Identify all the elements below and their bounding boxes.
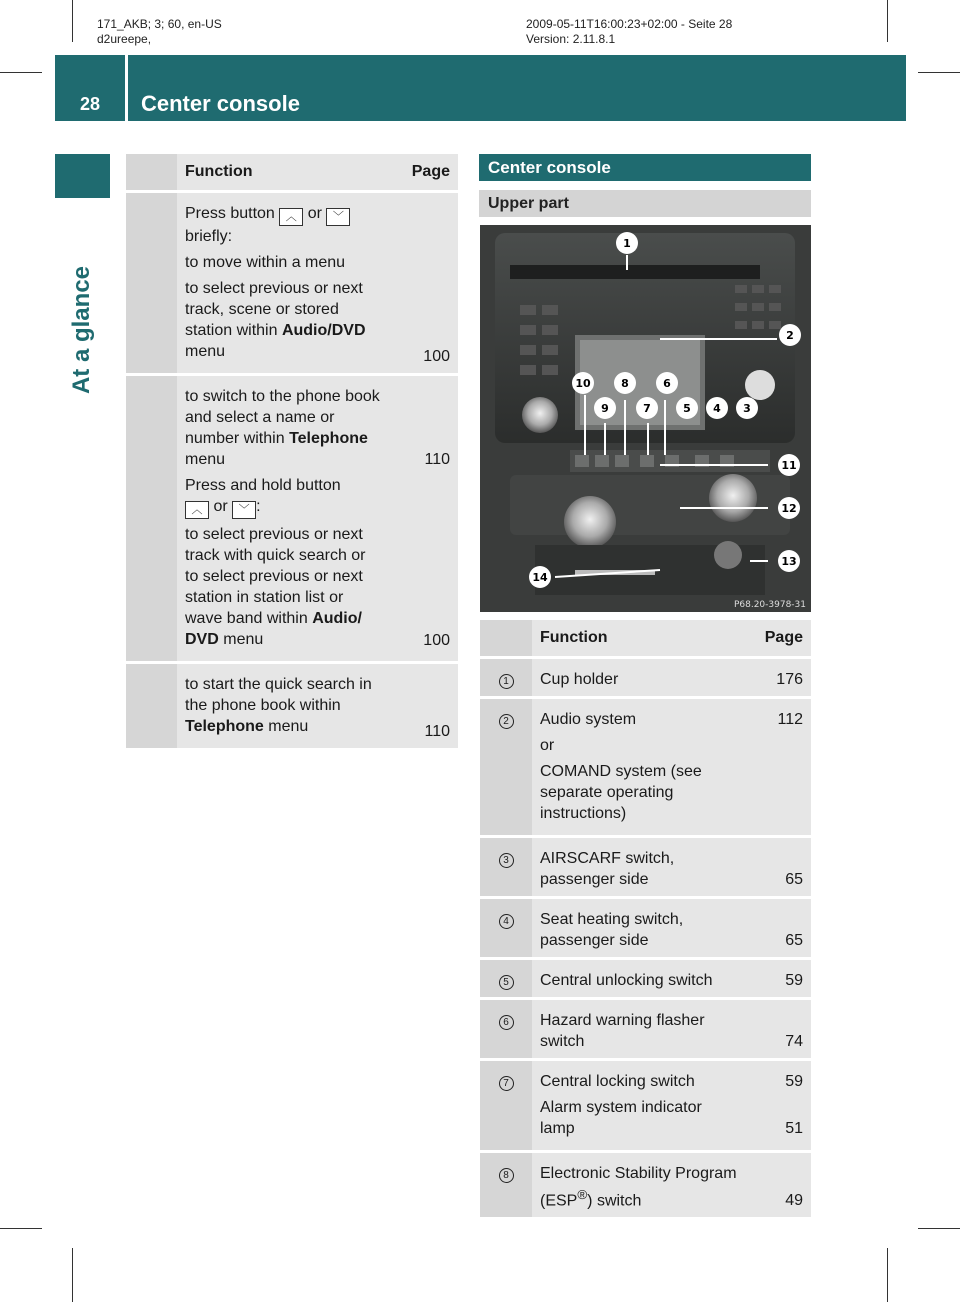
page-cell [387,373,458,661]
page-title: Center console [141,91,300,116]
item-number: 7 [499,1076,514,1091]
page-ref: 110 [424,451,450,468]
number-cell [480,696,532,835]
table-row [480,1150,811,1217]
item-number: 2 [499,714,514,729]
page-cell: 59 [746,957,811,997]
function-cell: Central unlocking switch [532,957,746,997]
item-number: 5 [499,975,514,990]
radio-buttons-right [735,285,781,329]
text: to move within a menu [185,254,346,271]
table-cell [126,193,177,373]
function-cell [177,373,387,661]
chapter-marker [55,154,110,198]
photo-code: P68.20-3978-31 [733,600,806,610]
table-row [480,1058,811,1150]
page-ref: 65 [785,932,803,949]
text: ) switch [587,1192,642,1210]
page-ref: 49 [785,1192,803,1210]
table-row [126,661,458,748]
table-cell [126,373,177,661]
number-cell [480,997,532,1058]
page-cell [387,661,458,748]
page-cell [387,193,458,373]
table-row [480,659,811,696]
table-row [480,696,811,835]
function-cell: Seat heating switch, passenger side [532,896,746,957]
page-number: 28 [80,94,101,114]
table-row [480,835,811,896]
print-meta-left [97,17,222,47]
text: briefly: [185,228,233,245]
meta-line: 2009-05-11T16:00:23+02:00 - Seite 28 [526,17,733,31]
page-ref: 100 [423,632,450,649]
text-bold: DVD [185,631,219,648]
function-cell [177,193,387,373]
svg-text:14: 14 [532,571,548,584]
subsection-heading: Upper part [479,190,811,217]
text: COMAND system (see separate operating instructions) [540,763,702,822]
crop-mark [0,72,42,73]
text: : [256,498,261,515]
svg-text:5: 5 [683,402,691,415]
text: Central locking switch [540,1073,695,1090]
text: to switch to the phone book and select a name or number within [185,388,380,447]
number-cell [480,896,532,957]
table-cell [126,661,177,748]
center-console-illustration [480,225,811,612]
item-number: 8 [499,1168,514,1183]
crop-mark [0,1228,42,1229]
svg-text:8: 8 [621,377,629,390]
table-row [480,957,811,997]
page-cell [746,997,811,1058]
page-ref: 100 [423,348,450,365]
number-cell [480,659,532,696]
text: or [540,737,555,754]
center-console-function-table [480,620,811,1217]
function-cell: AIRSCARF switch, passenger side [532,835,746,896]
number-cell [480,957,532,997]
item-number: 3 [499,853,514,868]
page-ref: 59 [785,1073,803,1090]
svg-text:1: 1 [623,237,631,250]
text: Press and hold button [185,477,341,494]
svg-text:9: 9 [601,402,609,415]
page-ref: 65 [785,871,803,888]
section-heading: Center console [479,154,811,181]
function-cell [532,696,746,835]
text: Audio system [540,711,637,728]
header-page: Page [387,154,458,193]
print-meta-right [526,17,732,47]
meta-line: 171_AKB; 3; 60, en-US [97,17,222,31]
page-cell [746,1058,811,1150]
text-bold: Audio/DVD [281,322,366,339]
table-header-row [480,620,811,659]
page-cell [746,896,811,957]
item-number: 6 [499,1015,514,1030]
arrow-up-key-icon: ︿ [185,501,209,519]
header-cell [480,620,532,659]
text: or [307,205,322,222]
text: menu [223,631,264,648]
text: menu [185,343,226,360]
page-cell: 112 [746,696,811,835]
table-row [126,373,458,661]
crop-mark [72,0,73,42]
registered-mark: ® [577,1187,588,1202]
text-bold: Telephone [289,430,368,447]
header-function: Function [177,154,387,193]
table-row [480,997,811,1058]
table-row [126,193,458,373]
meta-line: Version: 2.11.8.1 [526,32,616,46]
svg-text:2: 2 [786,329,794,342]
header-cell [126,154,177,193]
function-cell: Hazard warning flasher switch [532,997,746,1058]
number-cell [480,835,532,896]
page-ref: 74 [785,1033,803,1050]
arrow-down-key-icon: ﹀ [326,208,350,226]
item-number: 4 [499,914,514,929]
svg-text:13: 13 [781,555,797,568]
page-cell [746,1150,811,1217]
svg-text:6: 6 [663,377,671,390]
function-cell: Cup holder [532,659,746,696]
svg-text:7: 7 [643,402,651,415]
button-function-table [126,154,458,748]
crop-mark [918,1228,960,1229]
table-header-row [126,154,458,193]
number-cell [480,1150,532,1217]
text: Alarm system indicator lamp [540,1099,702,1137]
center-console-photo [480,225,811,612]
page-cell [746,835,811,896]
arrow-down-key-icon: ﹀ [232,501,256,519]
svg-text:10: 10 [575,377,591,390]
header-page: Page [746,620,811,659]
text: to select previous or next track, scene or stored station within [185,280,363,339]
meta-line: d2ureepe, [97,32,152,46]
svg-text:4: 4 [713,402,721,415]
header-function: Function [532,620,746,659]
crop-mark [887,0,888,42]
svg-text:12: 12 [781,502,797,515]
text: to start the quick search in the phone book within [185,676,372,714]
text-bold: Audio/ [312,610,362,627]
function-cell [532,1058,746,1150]
table-row [480,896,811,957]
text: to select previous or next track with quick search or to select previous or next station in station list or wave band within [185,526,366,627]
item-number: 1 [499,674,514,689]
chapter-label: At a glance [68,265,95,395]
text: menu [268,718,309,735]
crop-mark [887,1248,888,1302]
svg-text:11: 11 [781,459,797,472]
text: Press button [185,205,275,222]
function-cell [532,1150,746,1217]
number-cell [480,1058,532,1150]
crop-mark [72,1248,73,1302]
arrow-up-key-icon: ︿ [279,208,303,226]
function-cell [177,661,387,748]
page-cell: 176 [746,659,811,696]
text: Electronic Stability Program (ESP [540,1165,737,1210]
svg-text:3: 3 [743,402,751,415]
page-ref: 51 [785,1120,803,1137]
crop-mark [918,72,960,73]
text: or [213,498,228,515]
page-ref: 110 [424,723,450,740]
text: menu [185,451,226,468]
text-bold: Telephone [185,718,264,735]
header-divider [125,55,128,121]
